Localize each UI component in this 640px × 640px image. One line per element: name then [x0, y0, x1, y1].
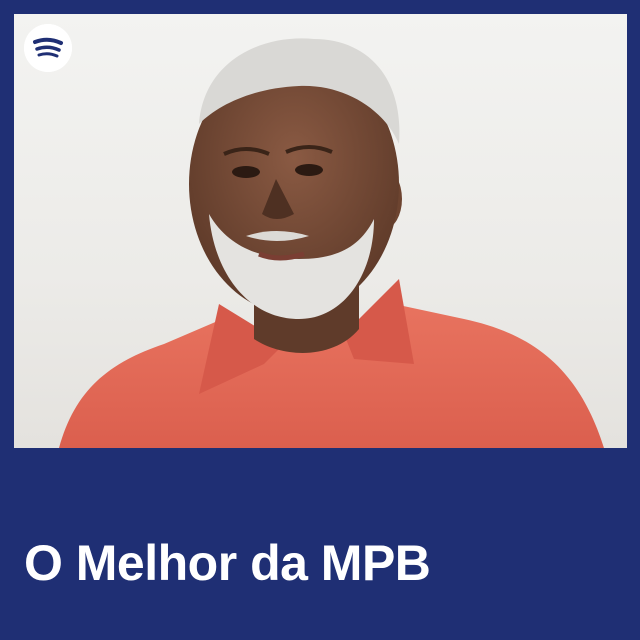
- cover-photo: [14, 14, 627, 448]
- playlist-title: O Melhor da MPB: [24, 535, 431, 591]
- portrait-photo: [14, 14, 627, 448]
- spotify-icon: [24, 24, 72, 72]
